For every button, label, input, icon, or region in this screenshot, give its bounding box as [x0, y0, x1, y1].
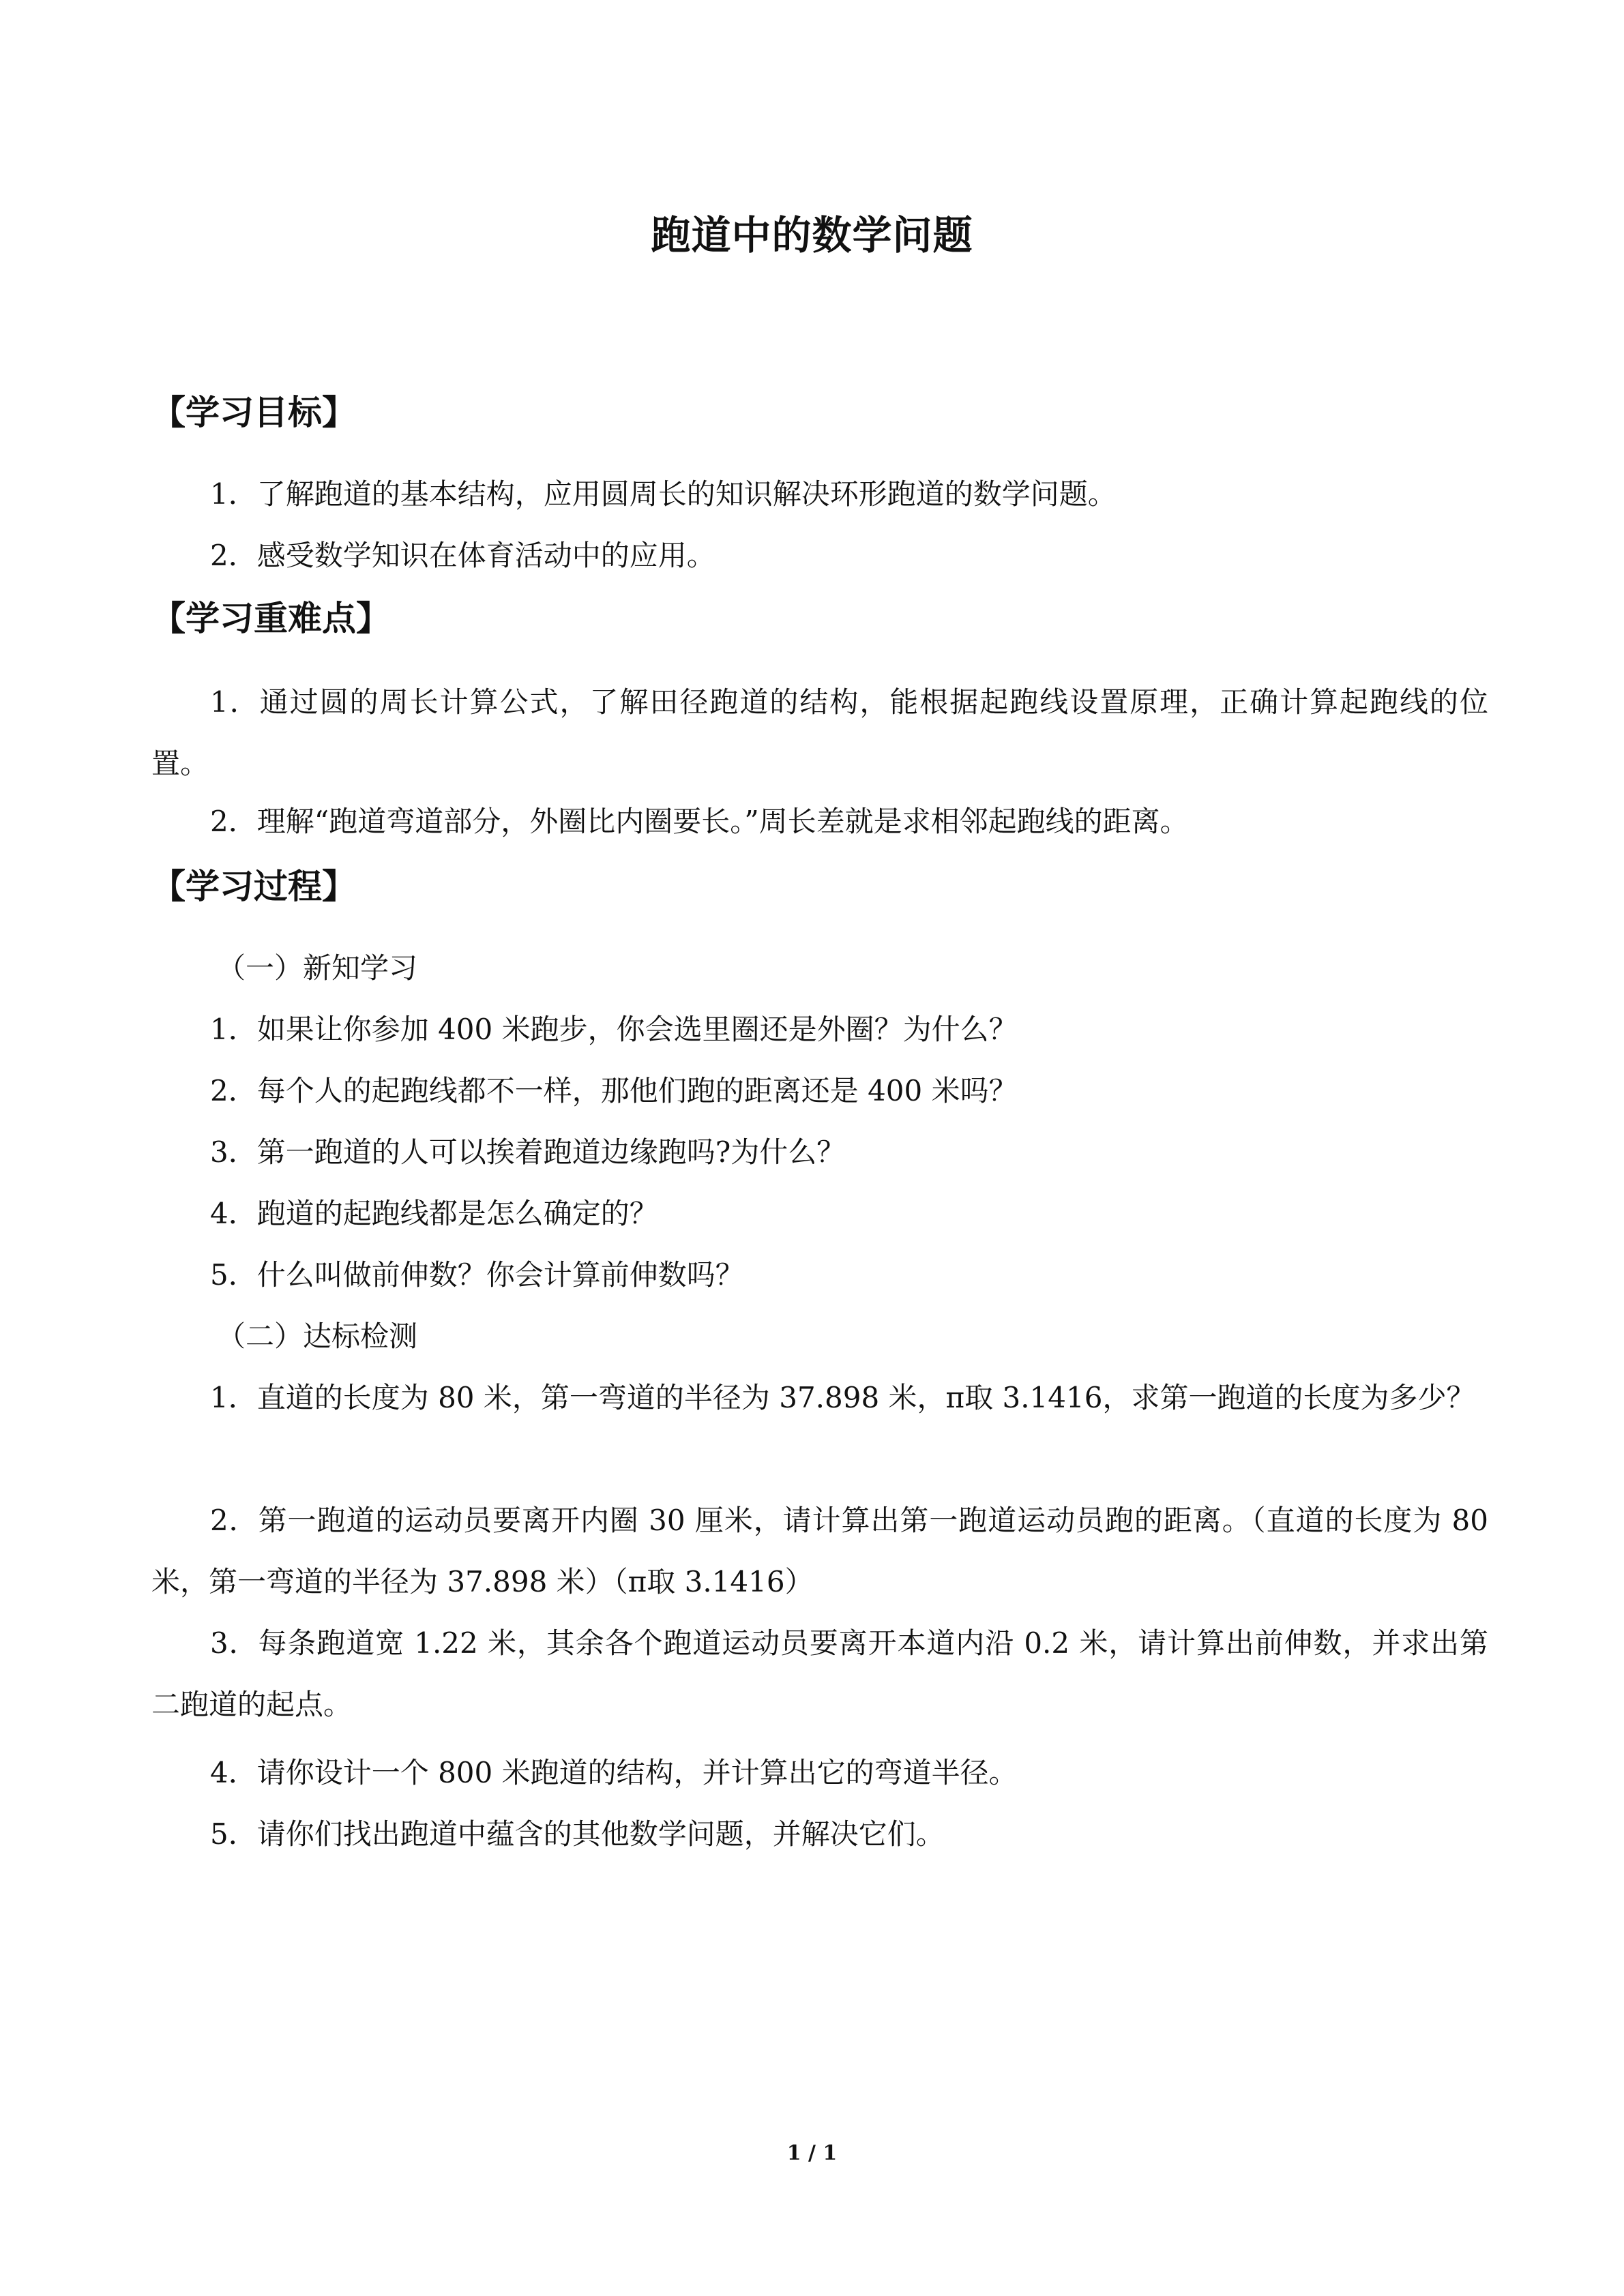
question-item: 2．每个人的起跑线都不一样，那他们跑的距离还是 400 米吗？	[210, 1074, 1018, 1107]
question-item: 3．第一跑道的人可以挨着跑道边缘跑吗?为什么？	[210, 1135, 846, 1169]
key-point-item: 2．理解“跑道弯道部分，外圈比内圈要长。”周长差就是求相邻起跑线的距离。	[210, 805, 1189, 838]
exercise-item: 3．每条跑道宽 1.22 米，其余各个跑道运动员要离开本道内沿 0.2 米，请计算出前伸数，并求出第二跑道的起点。	[151, 1626, 1488, 1721]
question-item: 5．什么叫做前伸数？你会计算前伸数吗？	[210, 1258, 744, 1292]
subheading-new-knowledge: （一）新知学习	[217, 951, 418, 985]
exercise-item: 1．直道的长度为 80 米，第一弯道的半径为 37.898 米，π取 3.1416，求第一跑道的长度为多少？	[210, 1381, 1475, 1414]
page-number: 1 / 1	[786, 2141, 838, 2165]
subheading-check: （二）达标检测	[217, 1320, 418, 1353]
objective-item: 2．感受数学知识在体育活动中的应用。	[210, 539, 715, 572]
section-heading-objectives: 【学习目标】	[151, 393, 356, 432]
document-title: 跑道中的数学问题	[651, 212, 973, 258]
exercise-item: 2．第一跑道的运动员要离开内圈 30 厘米，请计算出第一跑道运动员跑的距离。（直道的长度为 80 米，第一弯道的半径为 37.898 米）（π取 3.1416）	[151, 1504, 1488, 1598]
section-heading-process: 【学习过程】	[151, 867, 356, 906]
question-item: 1．如果让你参加 400 米跑步，你会选里圈还是外圈？为什么？	[210, 1013, 1018, 1046]
question-item: 4．跑道的起跑线都是怎么确定的？	[210, 1197, 658, 1230]
key-point-item: 1．通过圆的周长计算公式，了解田径跑道的结构，能根据起跑线设置原理，正确计算起跑线的位置。	[151, 685, 1488, 780]
exercise-item: 5．请你们找出跑道中蕴含的其他数学问题，并解决它们。	[210, 1817, 945, 1851]
exercise-item: 4．请你设计一个 800 米跑道的结构，并计算出它的弯道半径。	[210, 1756, 1018, 1789]
section-heading-key-points: 【学习重难点】	[151, 599, 390, 638]
objective-item: 1．了解跑道的基本结构，应用圆周长的知识解决环形跑道的数学问题。	[210, 477, 1117, 511]
